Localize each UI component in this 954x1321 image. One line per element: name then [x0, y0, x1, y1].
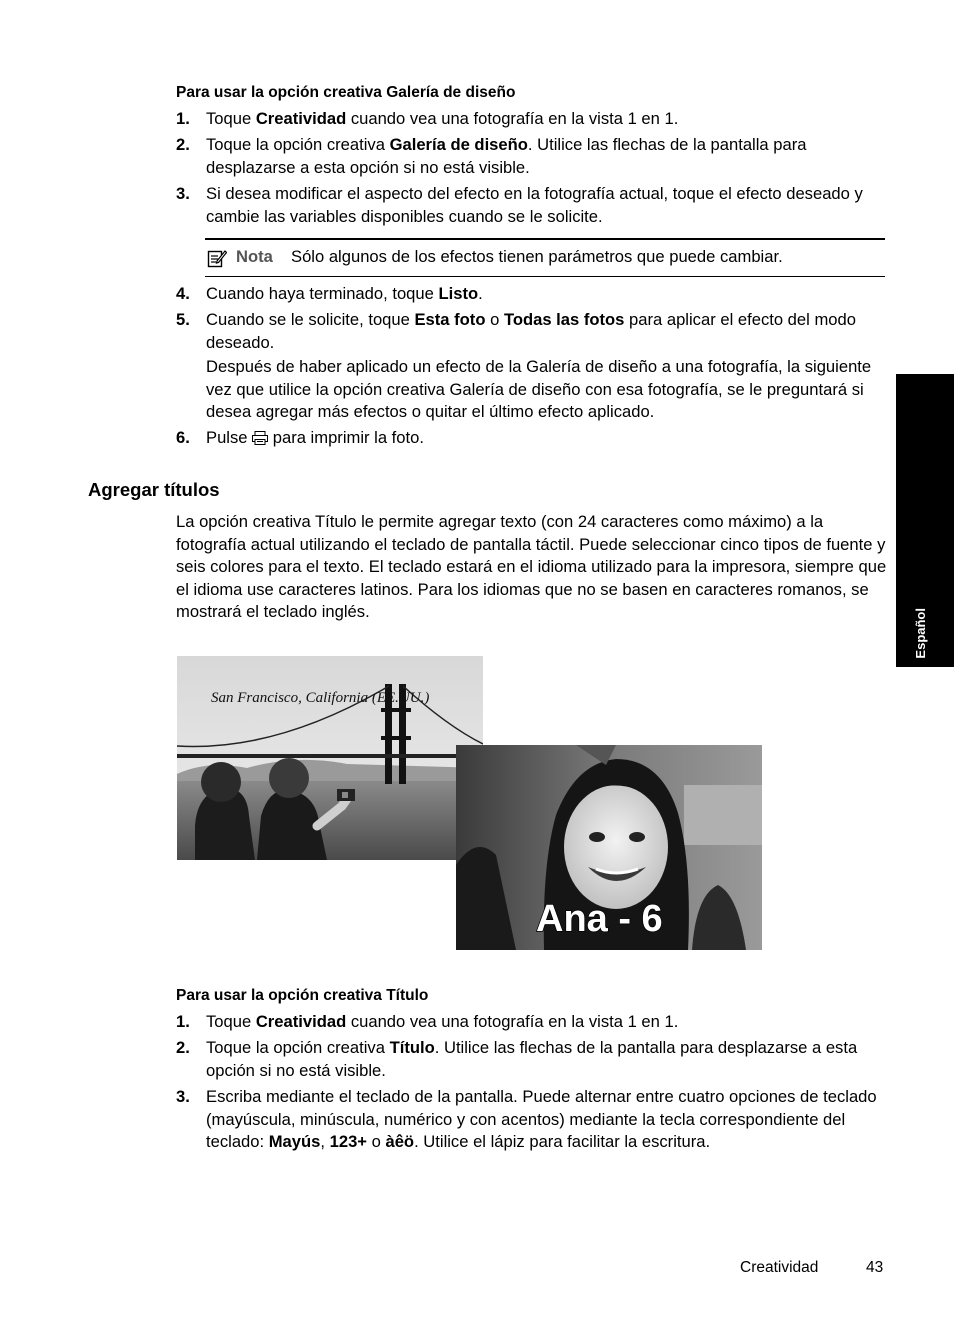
step-item: [176, 1086, 886, 1154]
note-icon: [207, 248, 227, 268]
print-icon: [252, 428, 268, 447]
step-text: Cuando haya terminado, toque Listo.: [206, 284, 483, 303]
photo1-caption: San Francisco, California (EE.UU.): [211, 690, 430, 706]
step-item: [176, 134, 886, 179]
step-item: [176, 427, 886, 450]
photo2-caption: Ana - 6: [536, 898, 663, 940]
note-box: [205, 238, 885, 277]
step-number: 4.: [176, 284, 190, 303]
step-text: Después de haber aplicado un efecto de la Galería de diseño a una fotografía, la siguiente vez que utilice la opción creativa Galería de diseño con esa fotografía, se le preguntará si desea agregar más efectos o quitar el último efecto aplicado.: [206, 357, 872, 421]
note-text: Sólo algunos de los efectos tienen parámetros que puede cambiar.: [291, 247, 783, 266]
step-item: [176, 183, 886, 228]
footer-section-name: Creatividad: [740, 1259, 819, 1276]
step-number: 5.: [176, 310, 190, 329]
step-number: 1.: [176, 109, 190, 128]
page-number: 43: [866, 1259, 884, 1276]
step-text: Escriba mediante el teclado de la pantalla. Puede alternar entre cuatro opciones de teclado (mayúscula, minúscula, numérico y con acentos) mediante la tecla correspondiente del teclado: Mayús, 123+ o àêö. Utilice el lápiz para facilitar la escritura.: [206, 1087, 877, 1151]
step-text: Toque Creatividad cuando vea una fotografía en la vista 1 en 1.: [206, 109, 679, 128]
step-item: [176, 1037, 886, 1082]
photo-golden-gate: [177, 656, 483, 860]
step-text: Pulse para imprimir la foto.: [206, 428, 424, 447]
language-side-tab: [896, 374, 954, 667]
step-number: 3.: [176, 1087, 190, 1106]
step-number: 2.: [176, 135, 190, 154]
step-item: [176, 1011, 886, 1034]
step-text: Cuando se le solicite, toque Esta foto o Todas las fotos para aplicar el efecto del modo deseado.: [206, 310, 856, 352]
step-item: [176, 283, 886, 306]
body-paragraph: La opción creativa Título le permite agregar texto (con 24 caracteres como máximo) a la fotografía actual utilizando el teclado de pantalla táctil. Puede seleccionar cinco tipos de fuente y seis colores para el texto. El teclado estará en el idioma utilizado para la impresora, siempre que el idioma use caracteres latinos. Para los idiomas que no se basen en caracteres romanos, se mostrará el teclado inglés.: [176, 512, 887, 621]
step-text: Toque la opción creativa Título. Utilice las flechas de la pantalla para desplazarse a esta opción si no está visible.: [206, 1038, 858, 1080]
step-number: 2.: [176, 1038, 190, 1057]
section-title-agregar-titulos: Agregar títulos: [88, 479, 220, 500]
step-item: [176, 108, 886, 131]
step-item: [176, 356, 886, 424]
step-text: Toque Creatividad cuando vea una fotografía en la vista 1 en 1.: [206, 1012, 679, 1031]
step-text: Toque la opción creativa Galería de diseño. Utilice las flechas de la pantalla para desplazarse a esta opción si no está visible.: [206, 135, 807, 177]
section-heading-galeria: Para usar la opción creativa Galería de diseño: [176, 84, 516, 101]
step-number: 1.: [176, 1012, 190, 1031]
photo-girl: [456, 745, 762, 950]
step-item: [176, 309, 886, 354]
note-label: Nota: [236, 247, 273, 266]
step-number: 6.: [176, 428, 190, 447]
side-tab-label: Español: [913, 608, 928, 659]
section-heading-titulo: Para usar la opción creativa Título: [176, 987, 429, 1004]
step-number: 3.: [176, 184, 190, 203]
step-text: Si desea modificar el aspecto del efecto en la fotografía actual, toque el efecto deseado y cambie las variables disponibles cuando se le solicite.: [206, 184, 863, 226]
